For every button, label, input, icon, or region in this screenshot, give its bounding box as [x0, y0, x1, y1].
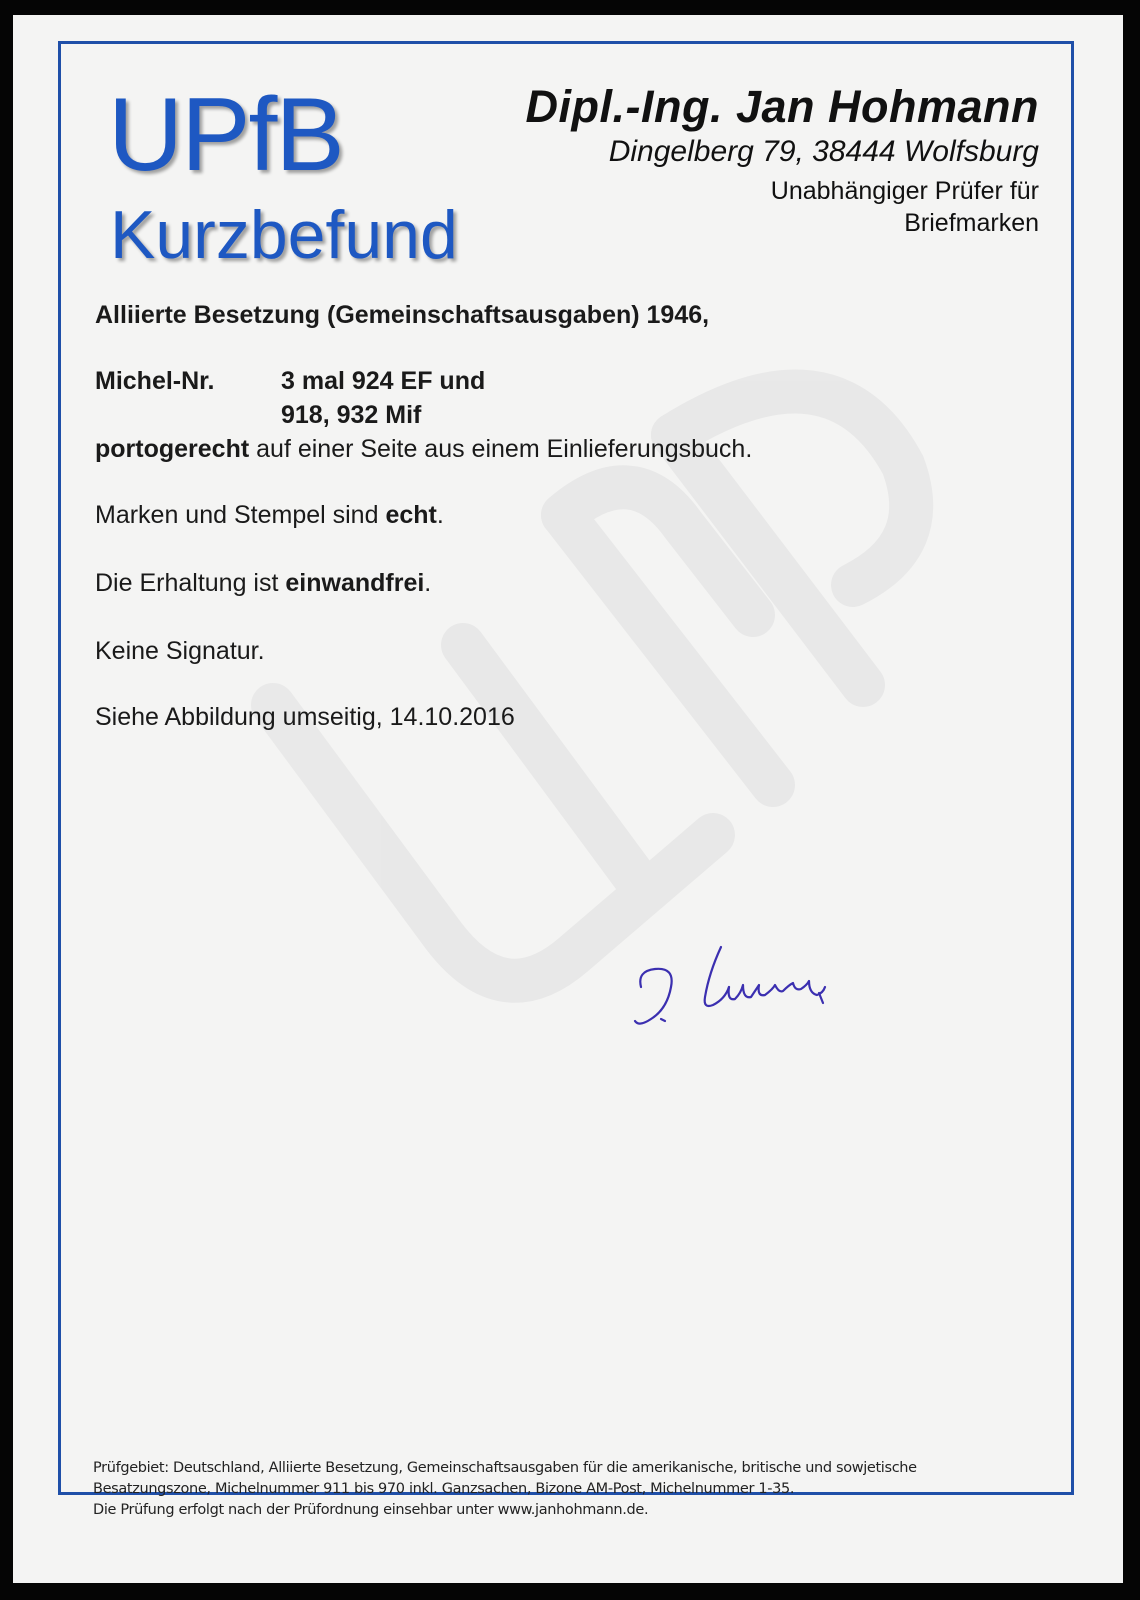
certificate-footer	[93, 1458, 917, 1521]
report-subject: Alliierte Besetzung (Gemeinschaftsausgaben) 1946,	[95, 301, 710, 329]
examiner-role	[526, 175, 1040, 239]
reference-date: Siehe Abbildung umseitig, 14.10.2016	[95, 703, 515, 731]
examiner-role-line1: Unabhängiger Prüfer für	[770, 177, 1039, 205]
certificate-page	[13, 15, 1123, 1583]
condition-statement: Die Erhaltung ist einwandfrei.	[95, 569, 432, 597]
michel-numbers-line1: 3 mal 924 EF und	[281, 367, 486, 395]
michel-numbers-line2: 918, 932 Mif	[281, 401, 422, 429]
footer-line2: Besatzungszone, Michelnummer 911 bis 970 inkl. Ganzsachen, Bizone AM-Post, Michelnummer 1-35.	[93, 1481, 795, 1497]
examiner-block	[526, 81, 1040, 239]
signature-note: Keine Signatur.	[95, 637, 265, 665]
logo-main: UPfB	[108, 77, 343, 193]
examiner-role-line2: Briefmarken	[904, 209, 1039, 237]
handwritten-signature	[633, 935, 843, 1045]
footer-line3: Die Prüfung erfolgt nach der Prüfordnung einsehbar unter www.janhohmann.de.	[93, 1502, 649, 1518]
examiner-name: Dipl.-Ing. Jan Hohmann	[525, 81, 1039, 132]
michel-label: Michel-Nr.	[95, 367, 215, 395]
postage-statement: portogerecht auf einer Seite aus einem Einlieferungsbuch.	[95, 435, 753, 463]
examiner-address: Dingelberg 79, 38444 Wolfsburg	[608, 135, 1039, 168]
logo-subtitle: Kurzbefund	[110, 197, 458, 273]
footer-line1: Prüfgebiet: Deutschland, Alliierte Besetzung, Gemeinschaftsausgaben für die amerikanische, britische und sowjetische	[93, 1460, 917, 1476]
genuineness-statement: Marken und Stempel sind echt.	[95, 501, 444, 529]
